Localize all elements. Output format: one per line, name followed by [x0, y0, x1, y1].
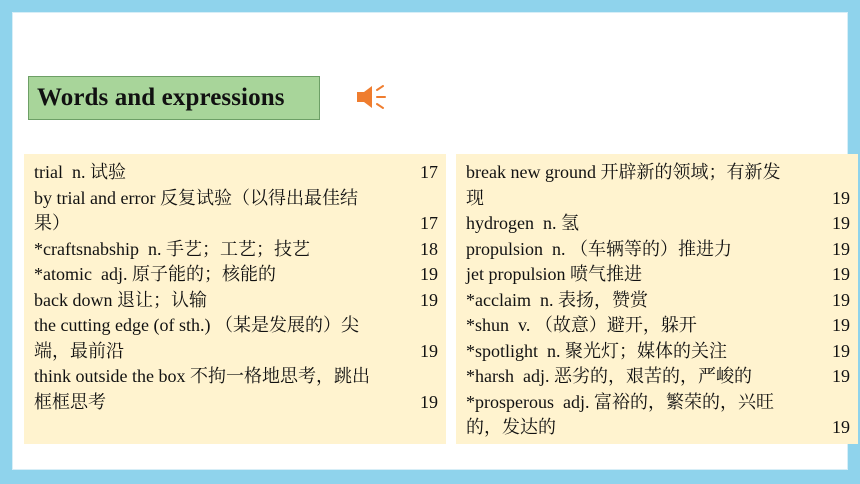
vocab-term: *spotlight n. 聚光灯；媒体的关注 — [466, 340, 728, 361]
vocab-entry — [34, 313, 438, 364]
vocab-term: *acclaim n. 表扬，赞赏 — [466, 289, 648, 310]
vocab-entry — [466, 390, 850, 441]
vocab-term: propulsion n. （车辆等的）推进力 — [466, 238, 732, 259]
vocab-entry — [466, 211, 850, 237]
vocab-page: 19 — [832, 187, 850, 208]
vocab-term: *harsh adj. 恶劣的，艰苦的，严峻的 — [466, 366, 752, 386]
vocab-term: jet propulsion 喷气推进 — [466, 264, 642, 284]
vocab-page: 19 — [832, 264, 850, 284]
vocab-page: 19 — [420, 264, 438, 284]
vocab-page: 19 — [420, 340, 438, 361]
vocab-entry — [466, 364, 850, 390]
vocab-page: 19 — [832, 315, 850, 335]
vocab-entry — [466, 262, 850, 288]
vocab-term: back down 退让；认输 — [34, 289, 207, 310]
vocab-page: 19 — [832, 289, 850, 310]
vocab-entry — [34, 160, 438, 186]
speaker-icon[interactable] — [355, 82, 387, 112]
vocab-page: 18 — [420, 238, 438, 259]
vocab-page: 17 — [420, 162, 438, 182]
vocab-entry — [34, 288, 438, 314]
vocab-entry — [34, 186, 438, 237]
vocab-term: hydrogen n. 氢 — [466, 213, 579, 233]
vocab-page: 19 — [832, 213, 850, 233]
vocab-term: by trial and error 反复试验（以得出最佳结 果） — [34, 187, 358, 233]
vocab-entry — [466, 288, 850, 314]
slide-title: Words and expressions — [28, 76, 320, 120]
vocab-entry — [34, 364, 438, 415]
vocab-term: *shun v. （故意）避开，躲开 — [466, 315, 697, 335]
vocab-page: 19 — [420, 391, 438, 412]
vocab-entry — [466, 313, 850, 339]
vocab-page: 19 — [832, 238, 850, 259]
vocab-page: 19 — [832, 417, 850, 437]
vocab-term: break new ground 开辟新的领域；有新发 现 — [466, 162, 781, 208]
vocab-entry — [466, 339, 850, 365]
vocab-entry — [34, 262, 438, 288]
vocab-page: 17 — [420, 213, 438, 233]
vocab-page: 19 — [420, 289, 438, 310]
vocabulary-panel-right — [456, 154, 858, 444]
vocab-term: *prosperous adj. 富裕的，繁荣的，兴旺 的，发达的 — [466, 391, 774, 437]
slide-frame — [12, 12, 848, 470]
vocab-entry — [466, 160, 850, 211]
vocab-page: 19 — [832, 366, 850, 386]
vocab-term: trial n. 试验 — [34, 162, 126, 182]
vocabulary-panel-left — [24, 154, 446, 444]
vocab-term: the cutting edge (of sth.) （某是发展的）尖 端，最前沿 — [34, 315, 359, 361]
vocab-term: think outside the box 不拘一格地思考，跳出 框框思考 — [34, 366, 370, 412]
vocab-term: *atomic adj. 原子能的；核能的 — [34, 264, 276, 284]
vocab-page: 19 — [832, 340, 850, 361]
vocab-entry — [34, 237, 438, 263]
vocab-term: *craftsnabship n. 手艺；工艺；技艺 — [34, 238, 310, 259]
vocab-entry — [466, 237, 850, 263]
